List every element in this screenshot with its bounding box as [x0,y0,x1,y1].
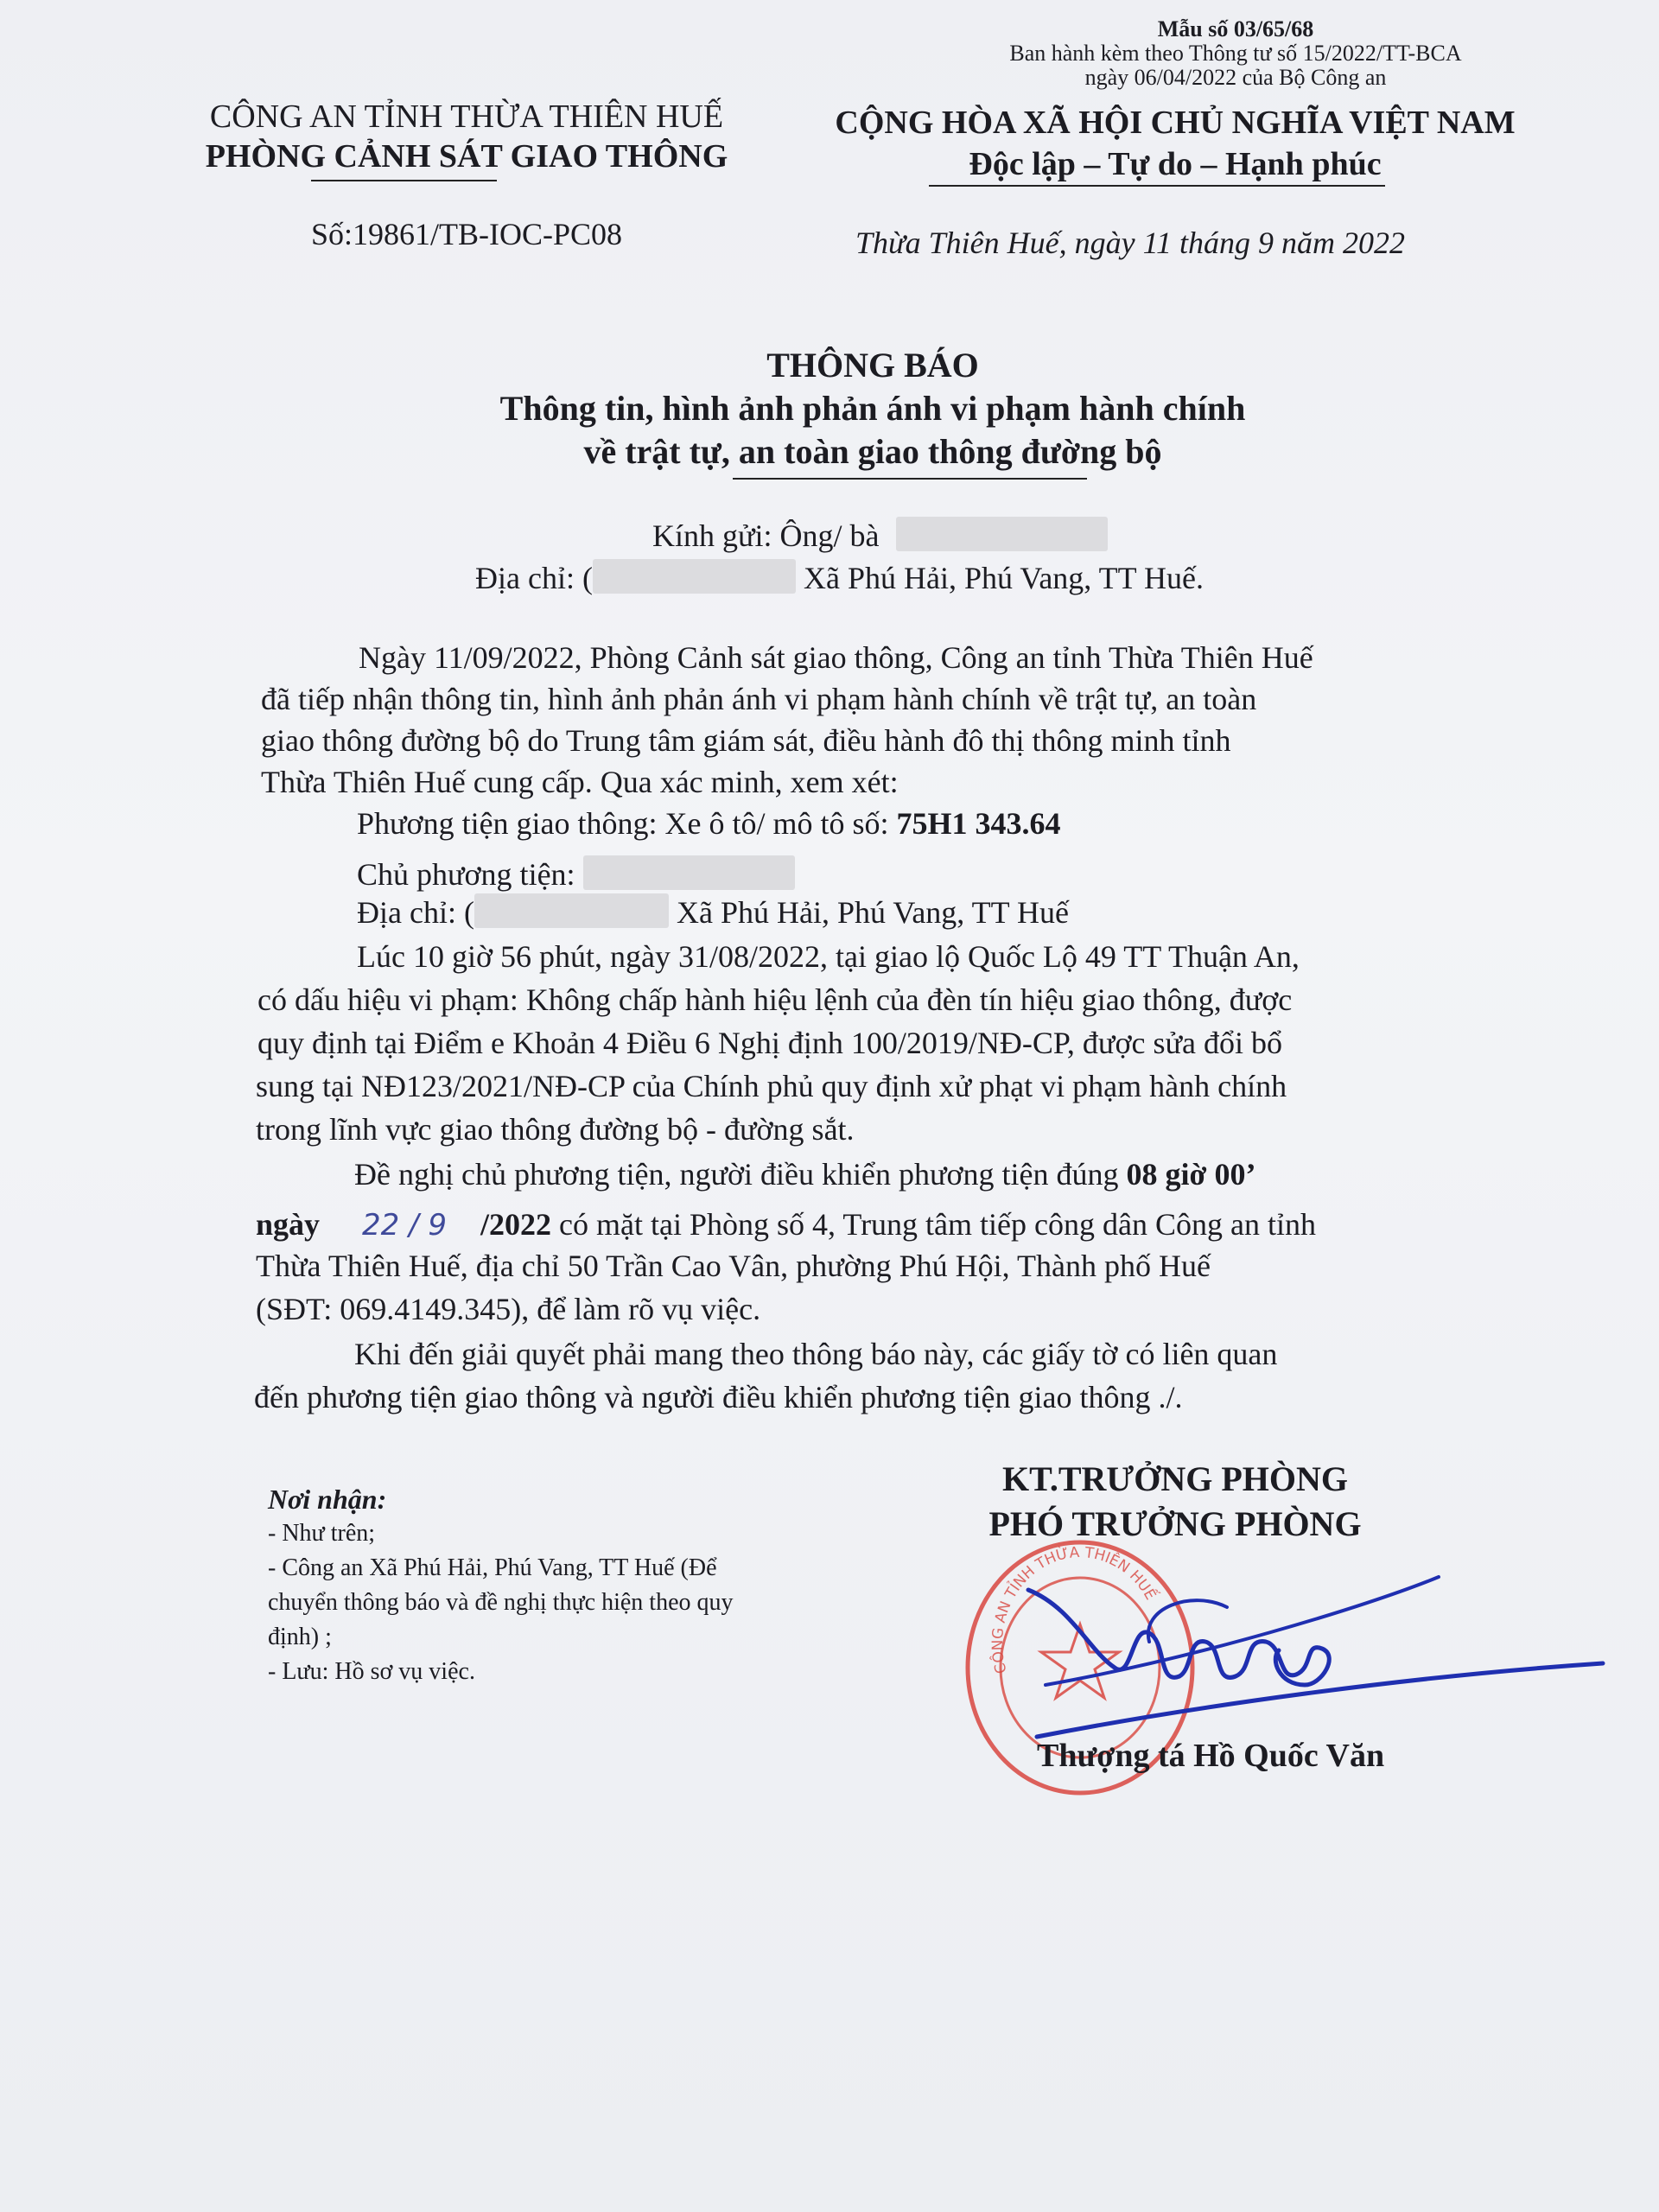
p1-line-2: đã tiếp nhận thông tin, hình ảnh phản ánh vi phạm hành chính về trật tự, an toàn [261,682,1257,716]
agency-underline [311,180,497,181]
redacted-owner-address [474,893,669,928]
stamp-text: CÔNG AN TỈNH THỪA THIÊN HUẾ [988,1543,1160,1675]
form-number: Mẫu số 03/65/68 [1157,16,1314,41]
recipients-block [268,1482,734,1689]
p3-line-2 [256,1206,1316,1243]
p4-line-1: Khi đến giải quyết phải mang theo thông báo này, các giấy tờ có liên quan [354,1337,1278,1371]
recipient-item-2-end: định) ; [268,1624,332,1650]
owner-address-line [357,893,1069,931]
address-paren: ( [582,561,593,595]
p2-line-1: Lúc 10 giờ 56 phút, ngày 31/08/2022, tại giao lộ Quốc Lộ 49 TT Thuận An, [357,939,1300,974]
title-block [311,344,1434,474]
doc-subtitle-1: Thông tin, hình ảnh phản ánh vi phạm hành chính [499,389,1246,428]
signer-name: Thượng tá Hồ Quốc Văn [1037,1738,1385,1774]
day-label: ngày [256,1207,321,1242]
address-value: Xã Phú Hải, Phú Vang, TT Huế. [803,561,1204,595]
doc-subtitle-2: về trật tự, an toàn giao thông đường bộ [583,432,1162,471]
vehicle-plate: 75H1 343.64 [896,806,1061,841]
owner-address-paren: ( [463,895,474,930]
handwritten-date: 22 / 9 [362,1208,447,1243]
p4-line-2: đến phương tiện giao thông và người điều khiển phương tiện giao thông ./. [254,1380,1183,1414]
agency-parent: CÔNG AN TỈNH THỪA THIÊN HUẾ [209,99,724,135]
p3-text: Đề nghị chủ phương tiện, người điều khiển phương tiện đúng [354,1157,1119,1192]
document-number: Số:19861/TB-IOC-PC08 [311,217,623,251]
signature-title-2: PHÓ TRƯỞNG PHÒNG [988,1504,1362,1543]
owner-line [357,855,795,893]
signature-title-block [968,1457,1382,1547]
appointment-time: 08 giờ 00’ [1126,1157,1256,1192]
recipient-item-3: - Lưu: Hồ sơ vụ việc. [268,1658,475,1685]
place-date: Thừa Thiên Huế, ngày 11 tháng 9 năm 2022 [855,226,1405,260]
recipient-address-line [475,559,1204,596]
title-underline [733,478,1087,480]
recipient-item-2: - Công an Xã Phú Hải, Phú Vang, TT Huế (Để [268,1554,717,1581]
salutation: Kính gửi: Ông/ bà [652,518,880,553]
p1-line-4: Thừa Thiên Huế cung cấp. Qua xác minh, xem xét: [261,765,899,799]
vehicle-label: Phương tiện giao thông: Xe ô tô/ mô tô số: [357,806,889,841]
p2-line-2: có dấu hiệu vi phạm: Không chấp hành hiệu lệnh của đèn tín hiệu giao thông, được [257,982,1293,1017]
doc-title: THÔNG BÁO [766,346,979,385]
agency-unit: PHÒNG CẢNH SÁT GIAO THÔNG [205,138,728,175]
motto-underline [929,185,1385,187]
motto: Độc lập – Tự do – Hạnh phúc [969,146,1382,182]
recipient-item-2-cont: chuyển thông báo và đề nghị thực hiện theo quy [268,1589,734,1616]
p2-line-3: quy định tại Điểm e Khoản 4 Điều 6 Nghị định 100/2019/NĐ-CP, được sửa đổi bổ [257,1026,1282,1060]
p3-line-2-text: có mặt tại Phòng số 4, Trung tâm tiếp công dân Công an tỉnh [559,1207,1316,1242]
signature-title-1: KT.TRƯỞNG PHÒNG [1002,1459,1348,1498]
address-label: Địa chỉ: [475,561,575,595]
recipients-heading: Nơi nhận: [268,1484,387,1515]
form-issued-by: Ban hành kèm theo Thông tư số 15/2022/TT-BCA [1009,41,1462,66]
redacted-owner [583,855,795,890]
appointment-year: /2022 [480,1207,552,1242]
recipient-item-1: - Như trên; [268,1520,376,1547]
form-issued-date: ngày 06/04/2022 của Bộ Công an [1084,65,1387,90]
redacted-address [593,559,796,594]
agency-block [156,97,778,176]
owner-address-label: Địa chỉ: [357,895,456,930]
vehicle-line [357,805,1061,842]
p3-line-1 [354,1156,1255,1192]
owner-label: Chủ phương tiện: [357,857,575,892]
salutation-line [652,517,1108,554]
p1-line-1: Ngày 11/09/2022, Phòng Cảnh sát giao thông, Công an tỉnh Thừa Thiên Huế [359,640,1313,675]
nation-name: CỘNG HÒA XÃ HỘI CHỦ NGHĨA VIỆT NAM [835,105,1516,141]
p2-line-5: trong lĩnh vực giao thông đường bộ - đường sắt. [256,1112,855,1147]
p2-line-4: sung tại NĐ123/2021/NĐ-CP của Chính phủ quy định xử phạt vi phạm hành chính [256,1069,1287,1103]
national-header [778,102,1573,185]
handwritten-signature-icon [1020,1555,1624,1745]
p1-line-3: giao thông đường bộ do Trung tâm giám sát, điều hành đô thị thông minh tỉnh [261,723,1231,758]
form-code-block [994,17,1478,90]
p3-line-3: Thừa Thiên Huế, địa chỉ 50 Trần Cao Vân, phường Phú Hội, Thành phố Huế [256,1249,1211,1283]
redacted-name [896,517,1108,551]
owner-address-value: Xã Phú Hải, Phú Vang, TT Huế [676,895,1069,930]
p3-line-4: (SĐT: 069.4149.345), để làm rõ vụ việc. [256,1292,761,1326]
